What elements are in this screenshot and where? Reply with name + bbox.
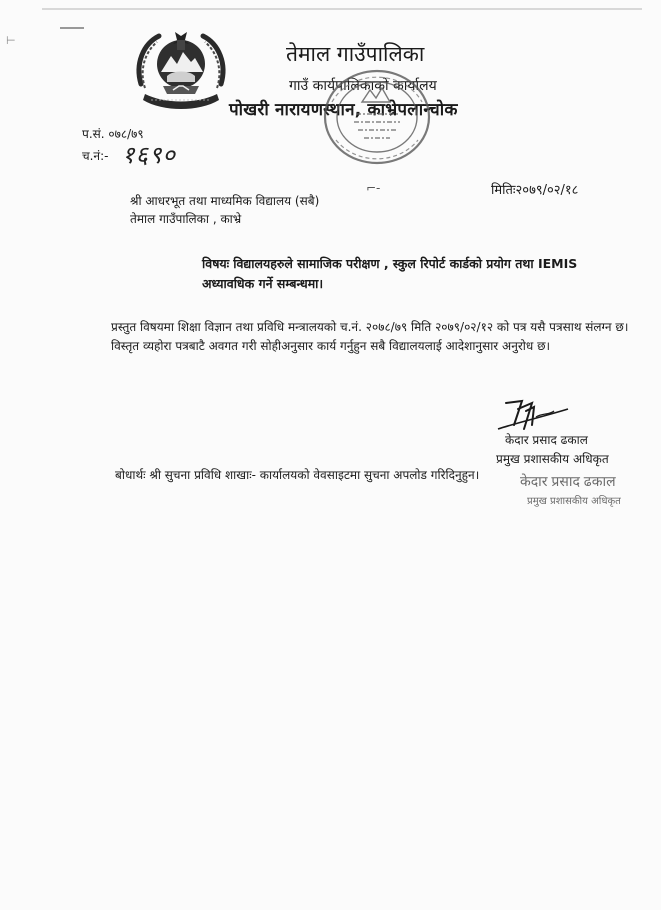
dispatch-number: १६९०: [122, 141, 176, 169]
nepal-emblem-icon: [133, 26, 229, 110]
letter-body: प्रस्तुत विषयमा शिक्षा विज्ञान तथा प्रविधि मन्त्रालयको च.नं. २०७८/७९ मिति २०७९/०२/१२ को पत्र यसै पत्रसाथ संलग्न छ। विस्तृत व्यहोरा पत्रबाटै अवगत गरी सोहीअनुसार कार्य गर्नुहुन सबै विद्यालयलाई आदेशानुसार अनुरोध छ।: [111, 320, 629, 353]
subject-text: विद्यालयहरुले सामाजिक परीक्षण , स्कुल रिपोर्ट कार्डको प्रयोग तथा IEMIS अध्यावधिक गर्ने सम्बन्धमा।: [202, 256, 578, 291]
office-stamp-icon: [318, 62, 436, 172]
scan-edge-line: [42, 8, 642, 10]
recipient-line-1: श्री आधरभूत तथा माध्यमिक विद्यालय (सबै): [130, 194, 320, 208]
name-seal-title: प्रमुख प्रशासकीय अधिकृत: [527, 496, 621, 507]
letterhead-municipality: तेमाल गाउँपालिका: [286, 42, 425, 66]
reference-number: प.सं. ०७८/७९: [82, 127, 144, 141]
letterhead-office: गाउँ कार्यपालिकाको कार्यालय: [289, 78, 437, 94]
name-seal-name: केदार प्रसाद ढकाल: [520, 473, 616, 489]
dispatch-label: च.नं:-: [82, 149, 109, 163]
copy-to-note: बोधार्थः श्री सुचना प्रविधि शाखाः- कार्यालयको वेवसाइटमा सुचना अपलोड गरिदिनुहुन।: [115, 468, 480, 482]
subject-block: [202, 254, 632, 294]
scan-mark: [60, 27, 84, 29]
signatory-title: प्रमुख प्रशासकीय अधिकृत: [496, 452, 609, 466]
letterhead-address: पोखरी नारायणस्थान, काभ्रेपलान्चोक: [229, 100, 458, 120]
letter-date: मितिः२०७९/०२/१८: [491, 183, 579, 198]
stamp-mark: ⌐-: [366, 181, 381, 195]
subject-label: विषयः: [202, 256, 230, 271]
scan-tick-mark: ⊢: [6, 34, 16, 47]
signatory-name: केदार प्रसाद ढकाल: [505, 433, 588, 447]
recipient-line-2: तेमाल गाउँपालिका , काभ्रे: [130, 212, 242, 226]
